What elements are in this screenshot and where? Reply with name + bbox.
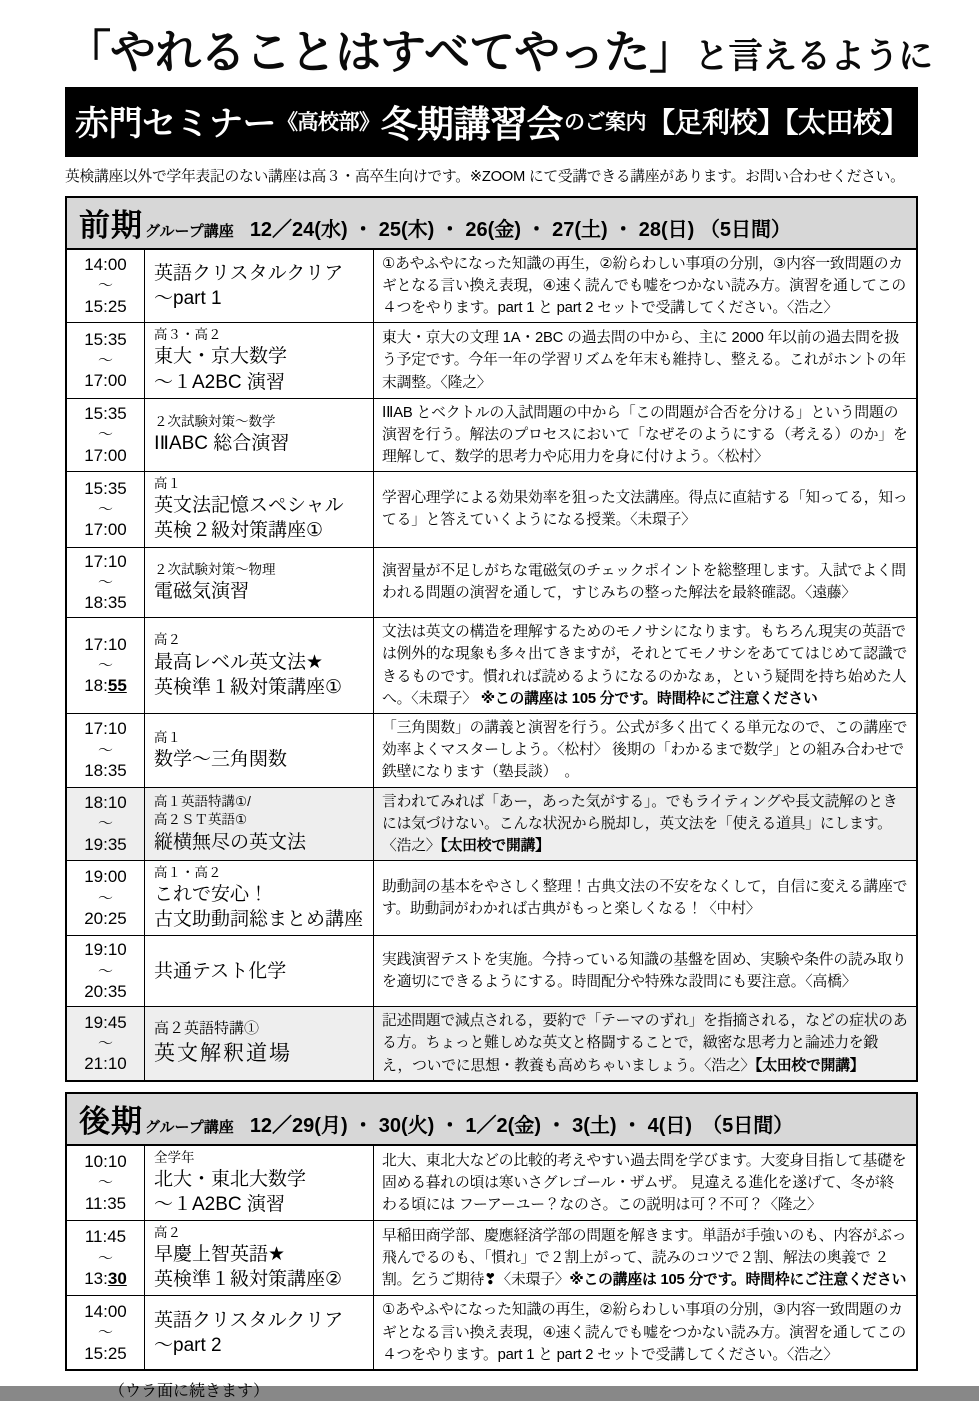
course-label: 高１: [154, 729, 181, 745]
course-sections: [65, 196, 918, 1371]
footer-note: （ウラ面に続きます）: [109, 1383, 270, 1401]
description-segment: 助動詞の基本をやさしく整理！古典文法の不安をなくして，自信に変える講座です。助動詞がわかれば古典がもっと楽しくなる！〈中村〉: [382, 879, 908, 918]
time-tilde: ～: [97, 1034, 113, 1052]
time-tilde: ～: [97, 962, 113, 980]
time-end: 15:25: [84, 296, 127, 316]
time-start: 10:10: [84, 1152, 127, 1172]
time-tilde: ～: [97, 351, 113, 369]
course-label: 高１・高２: [154, 865, 222, 881]
time-end: 21:10: [84, 1054, 127, 1074]
time-end: 20:35: [84, 982, 127, 1002]
course-name-cell: [145, 1007, 374, 1081]
headline-main: 「やれることはすべてやった」: [65, 26, 695, 78]
section-dates: 12／24(水) ・ 25(木) ・ 26(金) ・ 27(土) ・ 28(日) （5日間）: [249, 218, 792, 241]
time-cell: [66, 713, 145, 787]
course-description-cell: [374, 936, 918, 1007]
course-name: ～part 1: [154, 287, 222, 309]
time-tilde: ～: [97, 573, 113, 591]
course-name-cell: [145, 1221, 374, 1296]
time-tilde: ～: [97, 656, 113, 674]
course-description-cell: [374, 713, 918, 787]
course-name: 古文助動詞総まとめ講座: [154, 909, 364, 931]
time-tilde: ～: [97, 815, 113, 833]
course-description-cell: [374, 472, 918, 547]
course-label: 高２ＳＴ英語①: [154, 812, 248, 828]
time-end: 13:30: [84, 1269, 127, 1289]
course-name-cell: [145, 398, 374, 472]
course-name-cell: [145, 787, 374, 861]
course-name: 共通テスト化学: [154, 960, 287, 982]
course-row: [66, 861, 917, 936]
course-name-cell: [145, 861, 374, 936]
course-name: 英語クリスタルクリア: [154, 262, 344, 284]
description-segment: ①あやふやになった知識の再生，②紛らわしい事項の分別，③内容一致問題のカギとなる言い換え表現，④速く読んでも嘘をつかない読み方。演習を通してこの４つをやります。part 1 と part 2 セットで受講してください。〈浩之〉: [382, 255, 906, 317]
course-label: 高３・高２: [154, 327, 222, 343]
course-description-cell: [374, 1145, 918, 1221]
time-tilde: ～: [97, 741, 113, 759]
course-table-zenki: [65, 248, 918, 1082]
time-tilde: ～: [97, 1324, 113, 1342]
time-tilde: ～: [97, 426, 113, 444]
course-row: [66, 398, 917, 472]
time-cell: [66, 1007, 145, 1081]
time-start: 18:10: [84, 792, 127, 812]
course-label: 高２: [154, 1225, 181, 1241]
event-banner: [65, 87, 918, 157]
description-segment: 【太田校で開講】: [755, 1057, 865, 1074]
section-header-zenki: [65, 196, 918, 248]
course-row: [66, 618, 917, 714]
time-end: 17:00: [84, 371, 127, 391]
course-description-cell: [374, 323, 918, 398]
course-row: [66, 249, 917, 323]
description-segment: 演習量が不足しがちな電磁気のチェックポイントを総整理します。入試でよく問われる問題の演習を通して，すじみちの整った解法を最終確認。〈遠藤〉: [382, 563, 906, 602]
section-header-kouki: [65, 1092, 918, 1144]
course-name: 英文法記憶スペシャル: [154, 495, 344, 517]
description-segment: 東大・京大の文理 1A・2BC の過去問の中から、主に 2000 年以前の過去問を扱う予定です。今年一年の学習リズムを年末も維持し、整える。これがホントの年末調整。〈隆之〉: [382, 330, 907, 391]
time-start: 17:10: [84, 634, 127, 654]
time-cell: [66, 1145, 145, 1221]
course-row: [66, 787, 917, 861]
course-row: [66, 1296, 917, 1370]
course-name-cell: [145, 1145, 374, 1221]
section-heading: 後期: [79, 1103, 143, 1139]
banner-guide: のご案内: [563, 110, 646, 134]
time-tilde: ～: [97, 277, 113, 295]
time-end: 11:35: [84, 1193, 127, 1213]
course-name-cell: [145, 472, 374, 547]
time-tilde: ～: [97, 1174, 113, 1192]
course-description-cell: [374, 398, 918, 472]
course-name: ～１A2BC 演習: [154, 371, 285, 393]
time-start: 15:35: [84, 478, 127, 498]
description-segment: 文法は英文の構造を理解するためのモノサシになります。もちろん現実の英語では例外的な現象も多々出てきますが，それとてモノサシをあててはじめて認識できるものです。慣れれば読めるようになるのかなぁ，という疑問を持ち始めた人へ。〈未環子〉: [382, 624, 908, 707]
headline-suffix: と言えるように: [694, 37, 933, 76]
course-name: 早慶上智英語★: [154, 1244, 286, 1266]
course-row: [66, 936, 917, 1007]
course-description-cell: [374, 1007, 918, 1081]
course-name: これで安心！: [154, 884, 269, 906]
banner-event: 冬期講習会: [380, 103, 563, 145]
course-name: ⅠⅡABC 総合演習: [154, 433, 290, 455]
headline: [65, 26, 933, 78]
description-segment: 北大、東北大などの比較的考えやすい過去問を学びます。大変身目指して基礎を固める暮れの頃は寒いさグレゴール・ザムザ。 見違える進化を遂げて、冬が終わる頃には フーアーユー？なのさ。この説明は可？不可？〈隆之〉: [382, 1152, 907, 1214]
course-label: ２次試験対策～数学: [154, 414, 276, 430]
time-cell: [66, 1221, 145, 1296]
time-end-minutes: 55: [107, 676, 127, 696]
course-label: 高１英語特講①/: [154, 794, 251, 810]
description-segment: ※この講座は 105 分です。時間枠にご注意ください: [480, 690, 818, 707]
course-description-cell: [374, 1296, 918, 1370]
time-tilde: ～: [97, 500, 113, 518]
time-cell: [66, 787, 145, 861]
course-name: 数学～三角関数: [154, 748, 288, 770]
course-name-cell: [145, 323, 374, 398]
time-end: 19:35: [84, 834, 127, 854]
course-row: [66, 1007, 917, 1081]
course-description-cell: [374, 787, 918, 861]
course-description-cell: [374, 249, 918, 323]
section-subheading: グループ講座: [145, 1118, 234, 1136]
time-cell: [66, 861, 145, 936]
course-label: 高２英語特講①: [154, 1021, 260, 1038]
time-cell: [66, 1296, 145, 1370]
time-end: 15:25: [84, 1343, 127, 1363]
banner-schools: 【足利校】【太田校】: [646, 106, 908, 138]
time-cell: [66, 472, 145, 547]
time-end: 20:25: [84, 909, 127, 929]
time-end-minutes: 30: [107, 1269, 127, 1289]
course-description-cell: [374, 547, 918, 618]
course-description-cell: [374, 1221, 918, 1296]
course-name: 最高レベル英文法★: [154, 651, 324, 673]
eligibility-note: 英検講座以外で学年表記のない講座は高３・高卒生向けです。※ZOOM にて受講できる講座があります。お問い合わせください。: [65, 168, 905, 185]
description-segment: 学習心理学による効果効率を狙った文法講座。得点に直結する「知ってる，知ってる」と答えていくようになる授業。〈未環子〉: [382, 490, 908, 529]
time-start: 19:00: [84, 867, 127, 887]
course-label: 高１: [154, 476, 181, 492]
course-name: 英文解釈道場: [154, 1040, 292, 1065]
banner-brand: 赤門セミナー: [74, 105, 276, 144]
course-name-cell: [145, 249, 374, 323]
time-start: 19:10: [84, 940, 127, 960]
course-label: 高２: [154, 632, 181, 648]
time-cell: [66, 249, 145, 323]
course-name: 東大・京大数学: [154, 346, 288, 368]
description-segment: 「三角関数」の講義と演習を行う。公式が多く出てくる単元なので、この講座で効率よくマスターしよう。〈松村〉 後期の「わかるまで数学」との組み合わせで鉄壁になります（塾長談） 。: [382, 719, 908, 781]
course-row: [66, 713, 917, 787]
section-subheading: グループ講座: [145, 222, 234, 240]
time-start: 14:00: [84, 255, 127, 275]
description-segment: 実践演習テストを実施。今持っている知識の基盤を固め、実験や条件の読み取りを適切にできるようにする。時間配分や特殊な設問にも要注意。〈高橋〉: [382, 952, 907, 991]
section-dates: 12／29(月) ・ 30(火) ・ 1／2(金) ・ 3(土) ・ 4(日) （5日間）: [249, 1114, 794, 1137]
description-segment: 早稲田商学部、慶應経済学部の問題を解きます。単語が手強いのも、内容がぶっ飛んでるのも、「慣れ」で２割上がって、読みのコツで２割、解法の奥義で ２ 割。乞うご期待❣〈未環子〉: [382, 1228, 907, 1289]
course-name-cell: [145, 1296, 374, 1370]
course-name: ～１A2BC 演習: [154, 1194, 285, 1216]
course-description-cell: [374, 618, 918, 714]
section-heading: 前期: [79, 207, 143, 243]
time-end: 18:35: [84, 761, 127, 781]
course-name: 英検準１級対策講座①: [154, 676, 343, 698]
time-cell: [66, 936, 145, 1007]
course-name-cell: [145, 618, 374, 714]
course-name: ～part 2: [154, 1334, 222, 1356]
time-start: 15:35: [84, 329, 127, 349]
section-kouki: [65, 1092, 918, 1371]
course-description-cell: [374, 861, 918, 936]
banner-division: 《高校部》: [276, 110, 380, 134]
description-segment: 言われてみれば「あー，あった気がする」。でもライティングや長文読解のときには気づけない。こんな状況から脱却し，英文法を「使える道具」にします。〈浩之〉: [382, 793, 898, 854]
course-row: [66, 547, 917, 618]
time-cell: [66, 398, 145, 472]
time-cell: [66, 323, 145, 398]
time-end: 17:00: [84, 445, 127, 465]
time-end: 18:35: [84, 593, 127, 613]
time-tilde: ～: [97, 1249, 113, 1267]
description-segment: ①あやふやになった知識の再生，②紛らわしい事項の分別，③内容一致問題のカギとなる言い換え表現，④速く読んでも嘘をつかない読み方。演習を通してこの４つをやります。part 1 と part 2 セットで受講してください。〈浩之〉: [382, 1302, 906, 1363]
time-start: 14:00: [84, 1301, 127, 1321]
time-tilde: ～: [97, 889, 113, 907]
course-name: 英検準１級対策講座②: [154, 1269, 343, 1291]
course-name: 英検２級対策講座①: [154, 520, 324, 542]
course-name-cell: [145, 713, 374, 787]
time-cell: [66, 618, 145, 714]
course-table-kouki: [65, 1144, 918, 1371]
course-label: 全学年: [154, 1149, 195, 1165]
course-name: 北大・東北大数学: [154, 1168, 307, 1190]
time-start: 17:10: [84, 719, 127, 739]
time-start: 11:45: [84, 1227, 127, 1247]
description-segment: ※この講座は 105 分です。時間枠にご注意ください: [569, 1272, 907, 1289]
course-row: [66, 472, 917, 547]
course-row: [66, 1221, 917, 1296]
course-name: 英語クリスタルクリア: [154, 1309, 344, 1331]
time-start: 17:10: [84, 551, 127, 571]
time-end: 18:55: [84, 676, 127, 696]
description-segment: 【太田校で開講】: [440, 837, 550, 854]
section-zenki: [65, 196, 918, 1082]
course-name-cell: [145, 936, 374, 1007]
course-row: [66, 323, 917, 398]
course-name: 縦横無尽の英文法: [154, 831, 307, 853]
course-label: ２次試験対策～物理: [154, 561, 276, 577]
time-start: 19:45: [84, 1012, 127, 1032]
course-row: [66, 1145, 917, 1221]
time-cell: [66, 547, 145, 618]
time-end: 17:00: [84, 520, 127, 540]
course-name: 電磁気演習: [154, 580, 250, 602]
time-start: 15:35: [84, 404, 127, 424]
description-segment: 記述問題で減点される，要約で「テーマのずれ」を指摘される，などの症状のある方。ちょっと難しめな英文と格闘することで，緻密な思考力と論述力を鍛え，ついでに思想・教養も高めちゃいましょう。〈浩之〉: [382, 1013, 908, 1074]
course-name-cell: [145, 547, 374, 618]
description-segment: ⅠⅡAB とベクトルの入試問題の中から「この問題が合否を分ける」という問題の演習を行う。解法のプロセスにおいて「なぜそのようにする（考える）のか」を理解して、数学的思考力や応用力を身に付けよう。〈松村〉: [382, 404, 908, 465]
